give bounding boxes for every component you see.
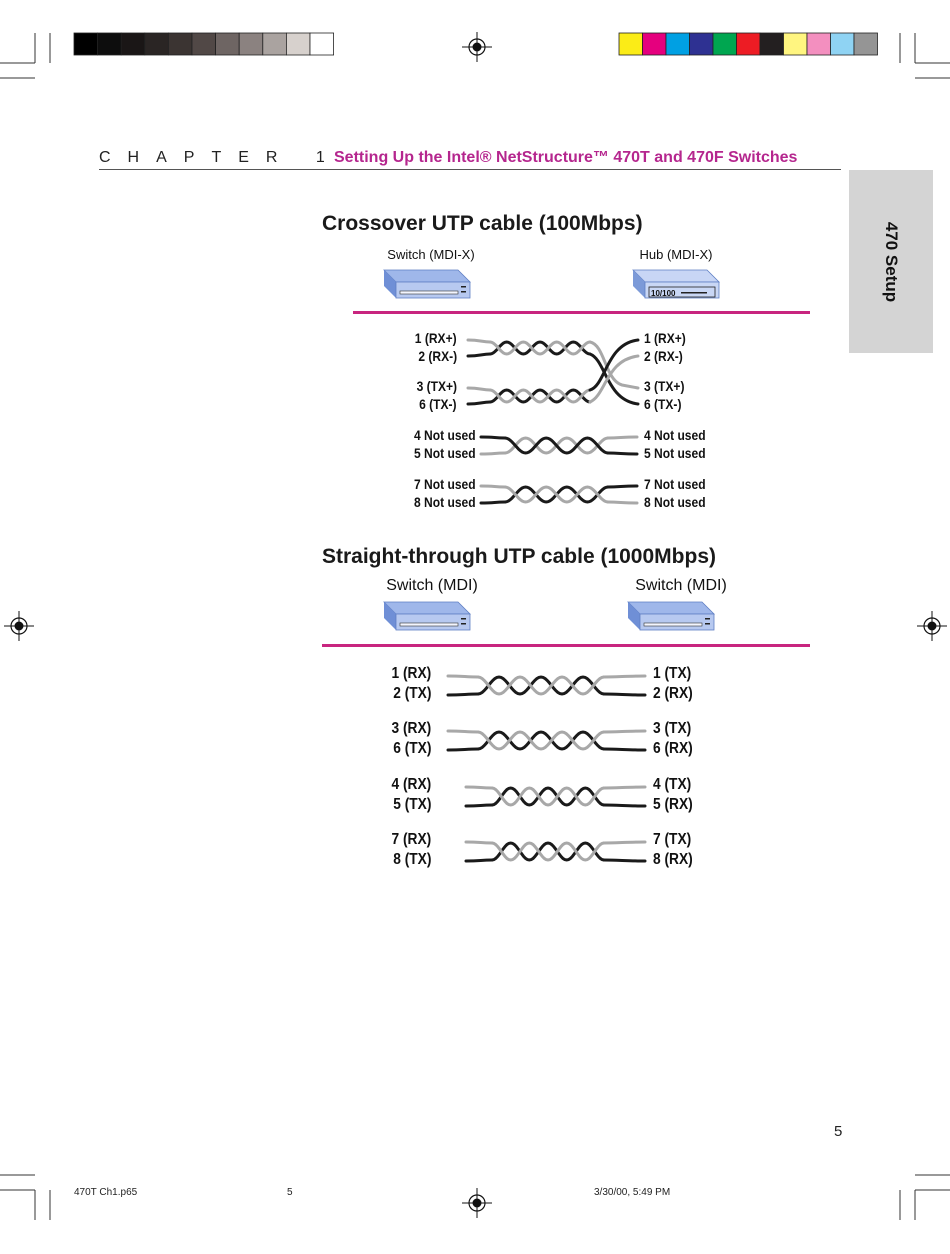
wire-strand (478, 677, 604, 694)
crossover-cable-rule (353, 311, 810, 314)
wire-strand (604, 842, 645, 843)
wire-strand (608, 453, 637, 454)
hub-device-icon (633, 270, 719, 298)
pin-label: 6 (TX) (392, 740, 431, 757)
pin-label: 3 (RX) (391, 720, 431, 737)
pin-label: 5 (TX) (392, 796, 431, 813)
pin-label: 6 (TX-) (419, 396, 457, 412)
hub-badge-label: 10/100 (651, 289, 676, 298)
pin-label: 7 Not used (644, 476, 706, 492)
color-swatch (619, 33, 643, 55)
wire-strand (604, 694, 645, 695)
straight-title: Straight-through UTP cable (1000Mbps) (322, 545, 716, 568)
gray-swatch (310, 33, 334, 55)
pin-label: 1 (TX) (653, 665, 692, 682)
gray-swatch (168, 33, 192, 55)
wire-strand (481, 453, 505, 454)
footer-date: 3/30/00, 5:49 PM (594, 1187, 671, 1198)
wire-strand (590, 342, 638, 388)
switch-device-icon (384, 602, 470, 630)
gray-swatch (286, 33, 310, 55)
wire-strand (604, 676, 645, 677)
pin-label: 3 (TX+) (416, 378, 457, 394)
gray-swatch (192, 33, 216, 55)
wire-strand (468, 402, 490, 404)
wire-strand (492, 843, 604, 860)
crossover-right-device-label: Hub (MDI-X) (639, 247, 713, 262)
gray-swatch (239, 33, 263, 55)
color-swatch (643, 33, 667, 55)
wire-strand (604, 860, 645, 861)
pin-label: 2 (RX-) (644, 348, 683, 364)
pin-label: 6 (RX) (653, 740, 693, 757)
process-color-bar (619, 33, 878, 55)
footer-page: 5 (287, 1187, 293, 1198)
gray-swatch (98, 33, 122, 55)
wire-strand (604, 731, 645, 732)
wire-strand (604, 749, 645, 750)
wire-strand (478, 732, 604, 749)
registration-target-icon (462, 32, 492, 62)
wire-strand (481, 502, 505, 503)
wire-strand (466, 787, 492, 788)
wire-strand (448, 749, 478, 750)
side-tab-label: 470 Setup (882, 221, 901, 303)
page-number: 5 (834, 1123, 843, 1140)
pin-label: 7 (TX) (653, 831, 692, 848)
gray-swatch (74, 33, 98, 55)
wire-strand (448, 731, 478, 732)
crossover-left-device-label: Switch (MDI-X) (387, 247, 475, 262)
wire-strand (478, 732, 604, 749)
footer-filename: 470T Ch1.p65 (74, 1187, 138, 1198)
wire-strand (492, 788, 604, 805)
gray-swatch (216, 33, 240, 55)
pin-label: 4 (RX) (391, 776, 431, 793)
pin-label: 2 (TX) (392, 685, 431, 702)
wire-strand (604, 805, 645, 806)
color-swatch (737, 33, 761, 55)
wire-strand (481, 486, 505, 487)
color-swatch (784, 33, 808, 55)
pin-label: 7 Not used (414, 476, 476, 492)
pin-label: 2 (RX) (653, 685, 693, 702)
header-divider (99, 169, 841, 170)
pin-label: 2 (RX-) (418, 348, 457, 364)
color-swatch (713, 33, 737, 55)
wire-strand (478, 677, 604, 694)
grayscale-color-bar (74, 33, 334, 55)
pin-label: 8 Not used (644, 494, 706, 510)
switch-device-icon (384, 270, 470, 298)
pin-label: 3 (TX+) (644, 378, 685, 394)
pin-label: 3 (TX) (653, 720, 692, 737)
straight-cable-rule (322, 644, 810, 647)
pin-label: 4 Not used (644, 427, 706, 443)
wire-strand (492, 843, 604, 860)
gray-swatch (145, 33, 169, 55)
pin-label: 5 (RX) (653, 796, 693, 813)
chapter-label: CHAPTER 1 (99, 149, 342, 166)
wire-strand (468, 388, 490, 390)
registration-target-icon (462, 1188, 492, 1218)
pin-label: 6 (TX-) (644, 396, 682, 412)
wire-strand (468, 340, 490, 342)
section-side-tab (849, 170, 933, 353)
pin-label: 5 Not used (414, 445, 476, 461)
color-swatch (690, 33, 714, 55)
wire-strand (481, 437, 505, 438)
chapter-title: Setting Up the Intel® NetStructure™ 470T and 470F Switches (334, 149, 798, 166)
wire-strand (608, 502, 637, 503)
wire-strand (468, 354, 490, 356)
pin-label: 4 (TX) (653, 776, 692, 793)
gray-swatch (263, 33, 287, 55)
switch-device-icon (628, 602, 714, 630)
registration-target-icon (917, 611, 947, 641)
pin-label: 5 Not used (644, 445, 706, 461)
gray-swatch (121, 33, 145, 55)
color-swatch (831, 33, 855, 55)
color-swatch (666, 33, 690, 55)
wire-strand (492, 788, 604, 805)
straight-right-device-label: Switch (MDI) (635, 577, 727, 594)
wire-strand (466, 860, 492, 861)
pin-label: 4 Not used (414, 427, 476, 443)
pin-label: 8 (RX) (653, 851, 693, 868)
wire-strand (466, 842, 492, 843)
wire-strand (604, 787, 645, 788)
wire-strand (466, 805, 492, 806)
twisted-pair-wires (448, 340, 645, 861)
pin-label: 1 (RX+) (415, 330, 457, 346)
color-swatch (854, 33, 878, 55)
color-swatch (760, 33, 784, 55)
registration-target-icon (4, 611, 34, 641)
color-swatch (807, 33, 831, 55)
pin-label: 1 (RX) (391, 665, 431, 682)
wire-strand (448, 694, 478, 695)
crossover-title: Crossover UTP cable (100Mbps) (322, 212, 643, 235)
pin-label: 1 (RX+) (644, 330, 686, 346)
wire-strand (608, 437, 637, 438)
pin-label: 8 (TX) (392, 851, 431, 868)
wire-strand (448, 676, 478, 677)
pin-label: 8 Not used (414, 494, 476, 510)
pin-label: 7 (RX) (391, 831, 431, 848)
straight-left-device-label: Switch (MDI) (386, 577, 478, 594)
wire-strand (608, 486, 637, 487)
